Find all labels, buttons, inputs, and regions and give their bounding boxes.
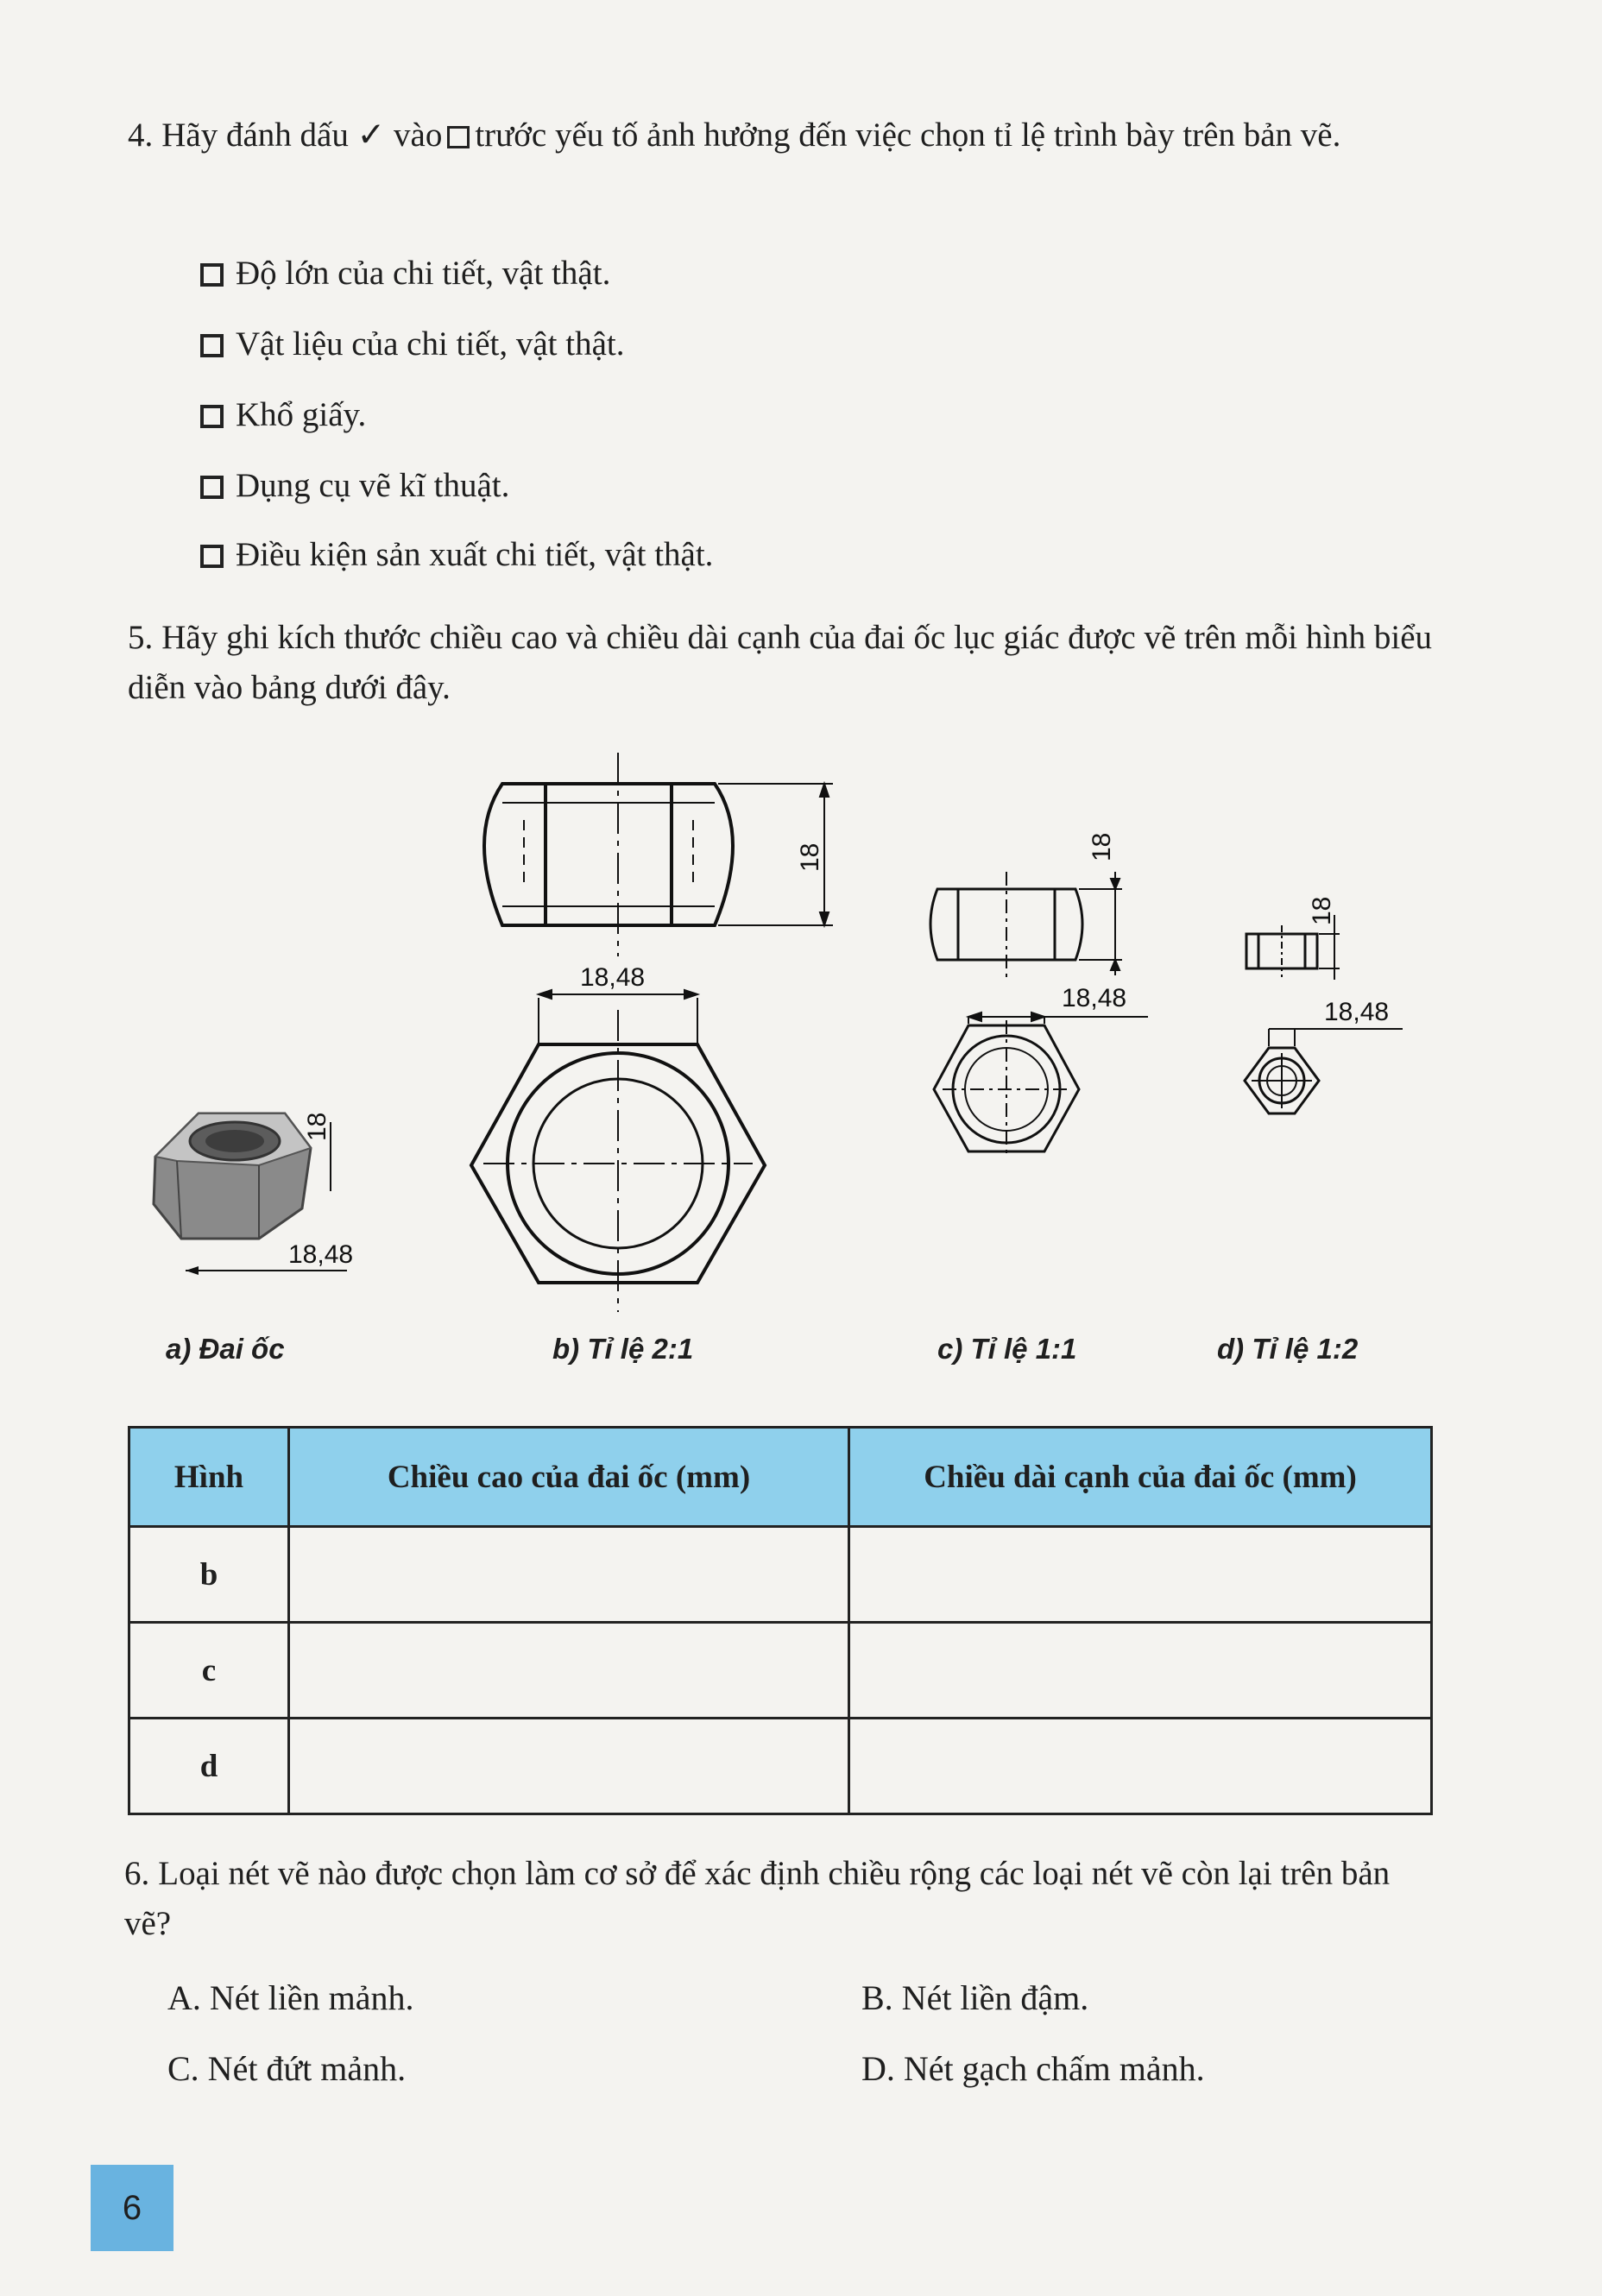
question-5: [128, 613, 1440, 713]
question-4-text-after: trước yếu tố ảnh hưởng đến việc chọn tỉ lệ trình bày trên bản vẽ.: [475, 117, 1341, 154]
cell-height-c[interactable]: [289, 1623, 849, 1719]
nut-top-view-c: [934, 1020, 1079, 1158]
option-2[interactable]: [200, 323, 625, 366]
dim-height-a: 18: [303, 1112, 331, 1141]
option-4-label: Dụng cụ vẽ kĩ thuật.: [236, 467, 510, 504]
dim-side-c: 18,48: [1062, 984, 1127, 1012]
checkbox-option-1[interactable]: [200, 263, 224, 287]
caption-b: b) Tỉ lệ 2:1: [552, 1333, 694, 1365]
nut-front-view-d: [1246, 925, 1317, 977]
dimension-lines-d-side: [1269, 1029, 1403, 1046]
checkbox-option-5[interactable]: [200, 545, 224, 568]
row-label-c: c: [129, 1623, 289, 1719]
cell-side-c[interactable]: [849, 1623, 1432, 1719]
question-5-text: Hãy ghi kích thước chiều cao và chiều dài cạnh của đai ốc lục giác được vẽ trên mỗi hình biểu diễn vào bảng dưới đây.: [128, 619, 1433, 706]
option-1-label: Độ lớn của chi tiết, vật thật.: [236, 255, 611, 292]
header-side: Chiều dài cạnh của đai ốc (mm): [849, 1428, 1432, 1527]
question-5-number: 5.: [128, 619, 154, 656]
choice-d[interactable]: D. Nét gạch chấm mảnh.: [861, 2049, 1205, 2088]
question-6-text: Loại nét vẽ nào được chọn làm cơ sở để xác định chiều rộng các loại nét vẽ còn lại trên bản vẽ?: [124, 1855, 1391, 1942]
checkbox-symbol-icon: [447, 126, 470, 148]
table-row: [129, 1719, 1432, 1814]
dim-height-b: 18: [796, 842, 824, 872]
dim-side-d: 18,48: [1324, 998, 1390, 1026]
question-4-number: 4.: [128, 117, 154, 154]
caption-d: d) Tỉ lệ 1:2: [1217, 1333, 1359, 1365]
cell-height-b[interactable]: [289, 1527, 849, 1623]
dimension-lines-c-height: [1079, 872, 1122, 975]
checkbox-option-3[interactable]: [200, 405, 224, 428]
row-label-b: b: [129, 1527, 289, 1623]
nut-drawings-figure: [0, 742, 1602, 1329]
table-row: [129, 1623, 1432, 1719]
question-6-number: 6.: [124, 1855, 150, 1892]
cell-side-b[interactable]: [849, 1527, 1432, 1623]
choice-b[interactable]: B. Nét liền đậm.: [861, 1978, 1089, 2017]
dim-height-c: 18: [1088, 832, 1116, 861]
nut-3d-illustration: [154, 1113, 311, 1239]
question-4-text-before: Hãy đánh dấu ✓ vào: [161, 117, 443, 154]
dim-height-d: 18: [1308, 896, 1336, 925]
dim-side-b: 18,48: [580, 963, 646, 992]
option-2-label: Vật liệu của chi tiết, vật thật.: [236, 325, 625, 363]
answer-table: [128, 1426, 1433, 1815]
question-6: [124, 1849, 1436, 1949]
cell-height-d[interactable]: [289, 1719, 849, 1814]
nut-front-view-c: [930, 872, 1082, 977]
option-3-label: Khổ giấy.: [236, 396, 367, 433]
caption-a: a) Đai ốc: [166, 1333, 285, 1365]
row-label-d: d: [129, 1719, 289, 1814]
page-number-badge: 6: [91, 2165, 173, 2251]
header-hinh: Hình: [129, 1428, 289, 1527]
cell-side-d[interactable]: [849, 1719, 1432, 1814]
question-4: [128, 110, 1440, 161]
checkbox-option-2[interactable]: [200, 334, 224, 357]
nut-top-view-b: [471, 1010, 765, 1312]
dim-side-a: 18,48: [288, 1240, 354, 1269]
choice-c[interactable]: C. Nét đứt mảnh.: [167, 2049, 407, 2088]
nut-top-view-d: [1245, 1048, 1319, 1113]
option-5-label: Điều kiện sản xuất chi tiết, vật thật.: [236, 536, 714, 573]
caption-c: c) Tỉ lệ 1:1: [937, 1333, 1077, 1365]
option-3[interactable]: [200, 394, 366, 437]
option-1[interactable]: [200, 252, 610, 295]
checkbox-option-4[interactable]: [200, 476, 224, 499]
option-4[interactable]: [200, 464, 509, 508]
table-row: [129, 1527, 1432, 1623]
choice-a[interactable]: A. Nét liền mảnh.: [167, 1978, 414, 2017]
option-5[interactable]: [200, 533, 713, 577]
nut-front-view-b: [484, 753, 733, 956]
dimension-lines-c-side: [968, 1012, 1148, 1024]
table-header-row: [129, 1428, 1432, 1527]
header-height: Chiều cao của đai ốc (mm): [289, 1428, 849, 1527]
